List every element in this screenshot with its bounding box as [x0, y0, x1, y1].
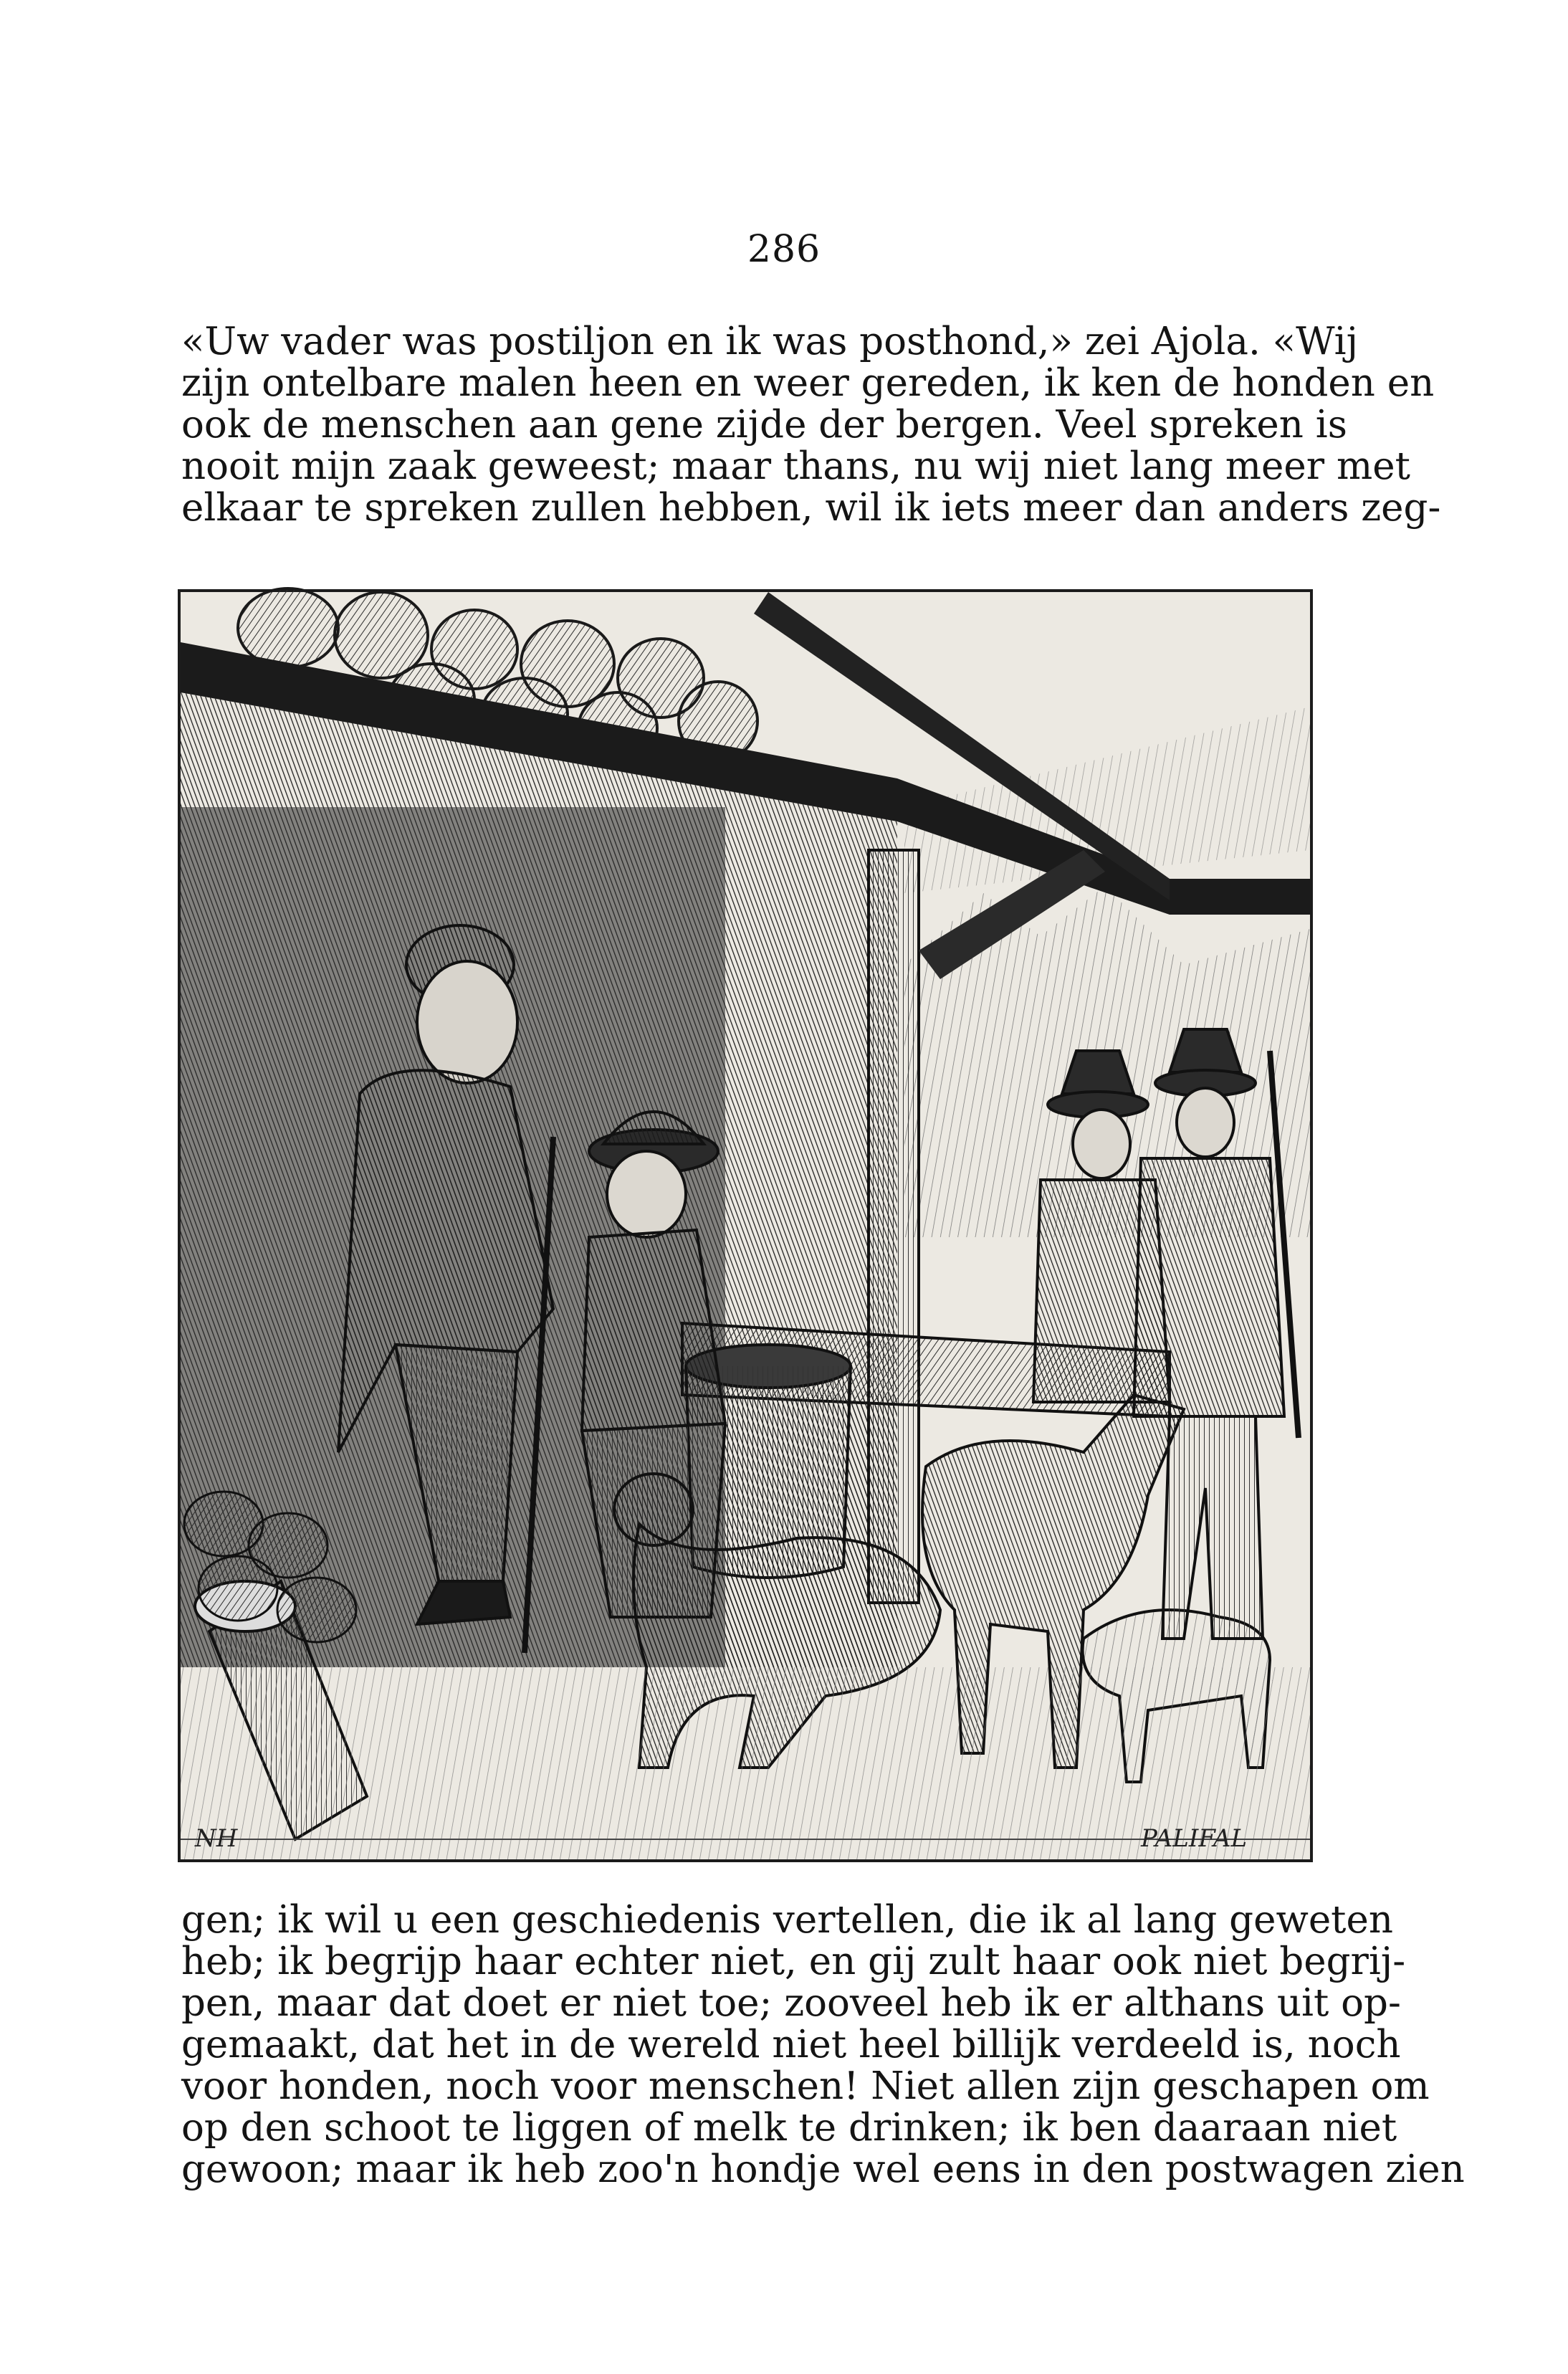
text-line: ook de menschen aan gene zijde der bergen. Veel spreken is: [181, 403, 1347, 447]
text-line: gen; ik wil u een geschiedenis vertellen, die ik al lang geweten: [181, 1898, 1393, 1942]
engraving-drawing: [181, 592, 1310, 1859]
text-line: elkaar te spreken zullen hebben, wil ik iets meer dan anders zeg-: [181, 486, 1441, 530]
text-line: gewoon; maar ik heb zoo'n hondje wel eens in den postwagen zien: [181, 2147, 1465, 2191]
text-line: nooit mijn zaak geweest; maar thans, nu wij niet lang meer met: [181, 444, 1410, 488]
paragraph-top: [181, 320, 1441, 530]
text-line: gemaakt, dat het in de wereld niet heel billijk verdeeld is, noch: [181, 2023, 1401, 2066]
paragraph-bottom: [181, 1898, 1465, 2191]
engraving-illustration: [178, 589, 1313, 1862]
text-line: heb; ik begrijp haar echter niet, en gij zult haar ook niet begrij-: [181, 1940, 1406, 1983]
text-line: pen, maar dat doet er niet toe; zooveel heb ik er althans uit op-: [181, 1981, 1401, 2025]
page-number: 286: [747, 228, 821, 271]
text-line: voor honden, noch voor menschen! Niet allen zijn geschapen om: [181, 2064, 1430, 2108]
text-line: «Uw vader was postiljon en ik was posthond,» zei Ajola. «Wij: [181, 320, 1359, 363]
artist-signature-right: PALIFAL: [1141, 1824, 1248, 1853]
text-line: zijn ontelbare malen heen en weer gereden, ik ken de honden en: [181, 361, 1435, 405]
artist-signature-left: NH: [195, 1824, 238, 1853]
text-line: op den schoot te liggen of melk te drinken; ik ben daaraan niet: [181, 2106, 1397, 2150]
